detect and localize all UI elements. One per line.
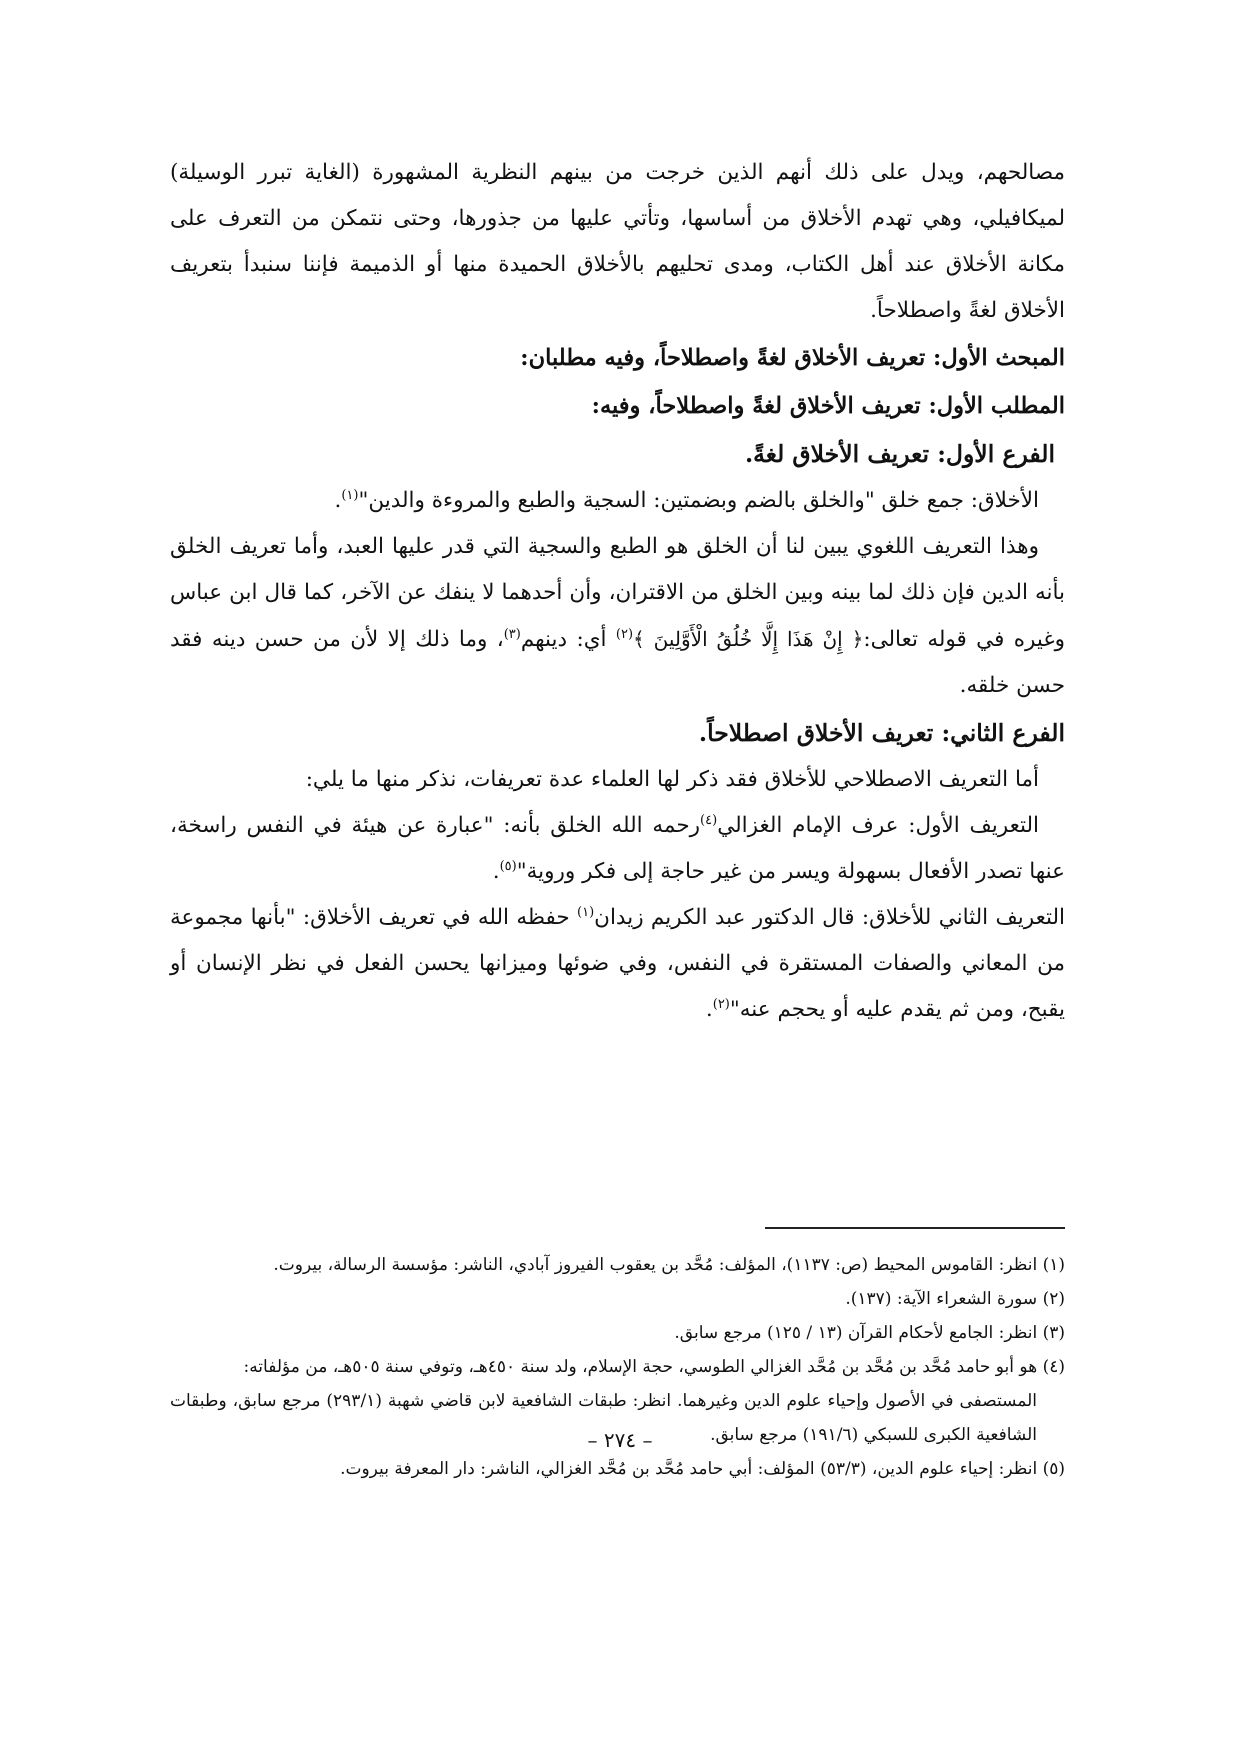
istilah-p3-end: .: [705, 997, 713, 1022]
lugha-p2-a: وهذا التعريف اللغوي يبين لنا أن الخلق هو الطبع والسجية التي قدر عليها العبد، وأما تعريف الخلق بأنه الدين فإن ذلك لما بينه وبين الخلق من الاقتران، وأن أحدهما لا ينفك عن الآخر، كما قال ابن عباس وغيره في قوله تعالى:: [170, 534, 1066, 652]
footnote-3: (٣) انظر: الجامع لأحكام القرآن (١٣ / ١٢٥) مرجع سابق.: [674, 1323, 1065, 1343]
istilah-p2-a: التعريف الأول: عرف الإمام الغزالي: [717, 813, 1039, 838]
lugha-p1-text: الأخلاق: جمع خلق "والخلق بالضم وبضمتين: السجية والطبع والمروءة والدين": [358, 488, 1039, 513]
istilah-p2-b: رحمه الله الخلق بأنه: "عبارة عن هيئة في النفس راسخة، عنها تصدر الأفعال بسهولة ويسر من غير حاجة إلى فكر وروية": [170, 813, 1065, 884]
istilah-p2-end: .: [492, 859, 500, 884]
lugha-paragraph-2: [170, 524, 1065, 709]
istilah-p3-a: التعريف الثاني للأخلاق: قال الدكتور عبد الكريم زيدان: [594, 905, 1065, 930]
heading-far-2: الفرع الثاني: تعريف الأخلاق اصطلاحاً.: [698, 719, 1065, 747]
footnote-2: (٢) سورة الشعراء الآية: (١٣٧).: [845, 1289, 1065, 1309]
footnote-ref-5: (٥): [499, 858, 517, 874]
footnote-ref-7: (٢): [712, 996, 730, 1012]
footnote-ref-6: (١): [577, 904, 595, 920]
footnote-divider: [765, 1227, 1065, 1229]
footnote-5: (٥) انظر: إحياء علوم الدين، (٥٣/٣) المؤلف: أبي حامد مُحَّد بن مُحَّد الغزالي، الناشر: دار المعرفة بيروت.: [340, 1459, 1065, 1479]
footnote-ref-2: (٢): [615, 626, 634, 642]
lugha-p1-end: .: [334, 488, 342, 513]
istilah-paragraph-1: أما التعريف الاصطلاحي للأخلاق فقد ذكر لها العلماء عدة تعريفات، نذكر منها ما يلي:: [305, 767, 1039, 792]
footnote-4-continuation: المستصفى في الأصول وإحياء علوم الدين وغيرهما. انظر: طبقات الشافعية لابن قاضي شهبة (٢٩٣/١) مرجع سابق، وطبقات الشافعية الكبرى للسبكي (١٩١/٦) مرجع سابق.: [170, 1391, 1037, 1445]
heading-matlab: المطلب الأول: تعريف الأخلاق لغةً واصطلاحاً، وفيه:: [591, 393, 1065, 419]
footnote-ref-3: (٣): [503, 626, 521, 642]
lugha-p2-b: أي: دينهم: [520, 627, 616, 652]
heading-mabhath: المبحث الأول: تعريف الأخلاق لغةً واصطلاحاً، وفيه مطلبان:: [520, 345, 1065, 371]
istilah-paragraph-3: [170, 895, 1065, 1033]
footnote-ref-4: (٤): [700, 812, 718, 828]
quran-verse: ﴿ إِنْ هَذَا إِلَّا خُلُقُ الْأَوَّلِينَ ﴾: [633, 627, 864, 651]
footnote-4-line-1: (٤) هو أبو حامد مُحَّد بن مُحَّد بن مُحَّد الغزالي الطوسي، حجة الإسلام، ولد سنة ٤٥٠هـ، وتوفي سنة ٥٠٥هـ، من مؤلفاته:: [243, 1357, 1065, 1377]
istilah-paragraph-2: [170, 803, 1065, 895]
lugha-paragraph-1: [170, 478, 1065, 524]
intro-paragraph: مصالحهم، ويدل على ذلك أنهم الذين خرجت من بينهم النظرية المشهورة (الغاية تبرر الوسيلة) لميكافيلي، وهي تهدم الأخلاق من أساسها، وتأتي عليها من جذورها، وحتى نتمكن من التعرف على مكانة الأخلاق عند أهل الكتاب، ومدى تحليهم بالأخلاق الحميدة منها أو الذميمة فإننا سنبدأ بتعريف الأخلاق لغةً واصطلاحاً.: [170, 160, 1065, 323]
footnote-ref-1: (١): [341, 487, 359, 503]
heading-far-1: الفرع الأول: تعريف الأخلاق لغةً.: [744, 440, 1055, 468]
istilah-p3-b: حفظه الله في تعريف الأخلاق: "بأنها مجموعة من المعاني والصفات المستقرة في النفس، وفي ضوئها وميزانها يحسن الفعل في نظر الإنسان أو يقبح، ومن ثم يقدم عليه أو يحجم عنه": [170, 905, 1065, 1022]
footnote-1: (١) انظر: القاموس المحيط (ص: ١١٣٧)، المؤلف: مُحَّد بن يعقوب الفيروز آبادي، الناشر: مؤسسة الرسالة، بيروت.: [273, 1255, 1065, 1275]
page-number: – ٢٧٤ –: [587, 1428, 653, 1452]
lugha-p2-c: ، وما ذلك إلا لأن من حسن دينه فقد حسن خلقه.: [170, 627, 1065, 698]
